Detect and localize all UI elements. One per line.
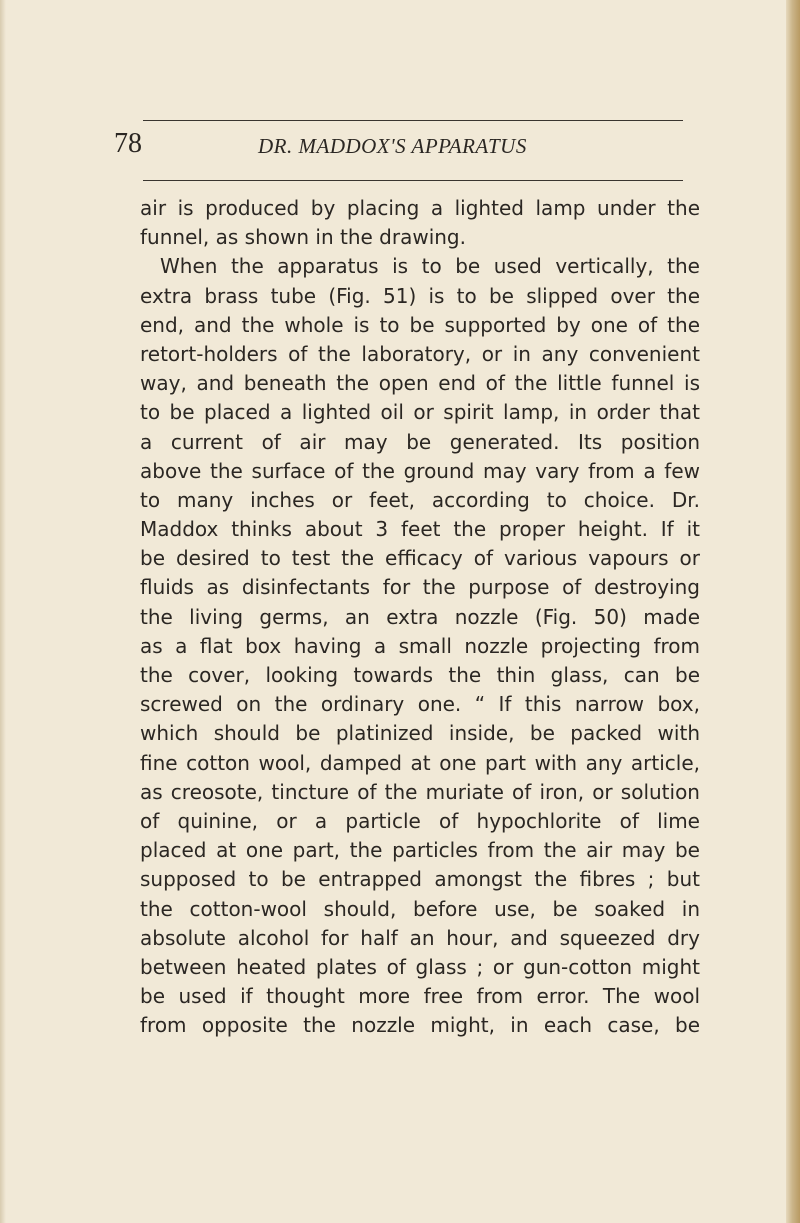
text-line: air is produced by placing a lighted lamp under the <box>140 196 700 220</box>
page-number: 78 <box>114 128 142 159</box>
text-line: between heated plates of glass ; or gun-cotton might <box>140 954 700 979</box>
text-line: the cotton-wool should, before use, be soaked in <box>140 896 700 921</box>
page-gutter-shade <box>0 0 6 1223</box>
text-line: absolute alcohol for half an hour, and squeezed dry <box>140 925 700 950</box>
running-head: DR. MADDOX'S APPARATUS <box>258 134 527 158</box>
header-rule-top <box>143 120 683 121</box>
text-line: fine cotton wool, damped at one part with any article, <box>140 750 700 775</box>
text-line: extra brass tube (Fig. 51) is to be slipped over the <box>140 283 700 308</box>
text-line: of quinine, or a particle of hypochlorite of lime <box>140 808 700 833</box>
text-line: as a flat box having a small nozzle projecting from <box>140 633 700 658</box>
text-line: be used if thought more free from error. The wool <box>140 984 700 1009</box>
text-line: from opposite the nozzle might, in each case, be <box>140 1013 700 1038</box>
text-line: When the apparatus is to be used vertically, the <box>160 254 700 279</box>
text-line: screwed on the ordinary one. “ If this narrow box, <box>140 692 700 717</box>
text-line: which should be platinized inside, be packed with <box>140 721 700 746</box>
text-line: Maddox thinks about 3 feet the proper height. If it <box>140 517 700 542</box>
text-line: the cover, looking towards the thin glass, can be <box>140 663 700 687</box>
header-rule-bottom <box>143 180 683 181</box>
text-line: to many inches or feet, according to choice. Dr. <box>140 487 700 512</box>
page-edge <box>786 0 800 1223</box>
text-line: above the surface of the ground may vary from a few <box>140 458 700 483</box>
body-text <box>140 194 700 1040</box>
text-line: to be placed a lighted oil or spirit lamp, in order that <box>140 400 700 425</box>
text-line: way, and beneath the open end of the little funnel is <box>140 371 700 396</box>
text-line: placed at one part, the particles from the air may be <box>140 838 700 863</box>
text-line: as creosote, tincture of the muriate of iron, or solution <box>140 779 700 804</box>
text-line: the living germs, an extra nozzle (Fig. 50) made <box>140 604 700 629</box>
text-line: end, and the whole is to be supported by one of the <box>140 312 700 337</box>
text-line: be desired to test the efficacy of various vapours or <box>140 546 700 571</box>
text-line: supposed to be entrapped amongst the fibres ; but <box>140 867 700 892</box>
text-line: funnel, as shown in the drawing. <box>140 225 466 250</box>
text-line: fluids as disinfectants for the purpose of destroying <box>140 575 700 600</box>
text-line: retort-holders of the laboratory, or in any convenient <box>140 341 700 366</box>
text-line: a current of air may be generated. Its position <box>140 429 700 454</box>
